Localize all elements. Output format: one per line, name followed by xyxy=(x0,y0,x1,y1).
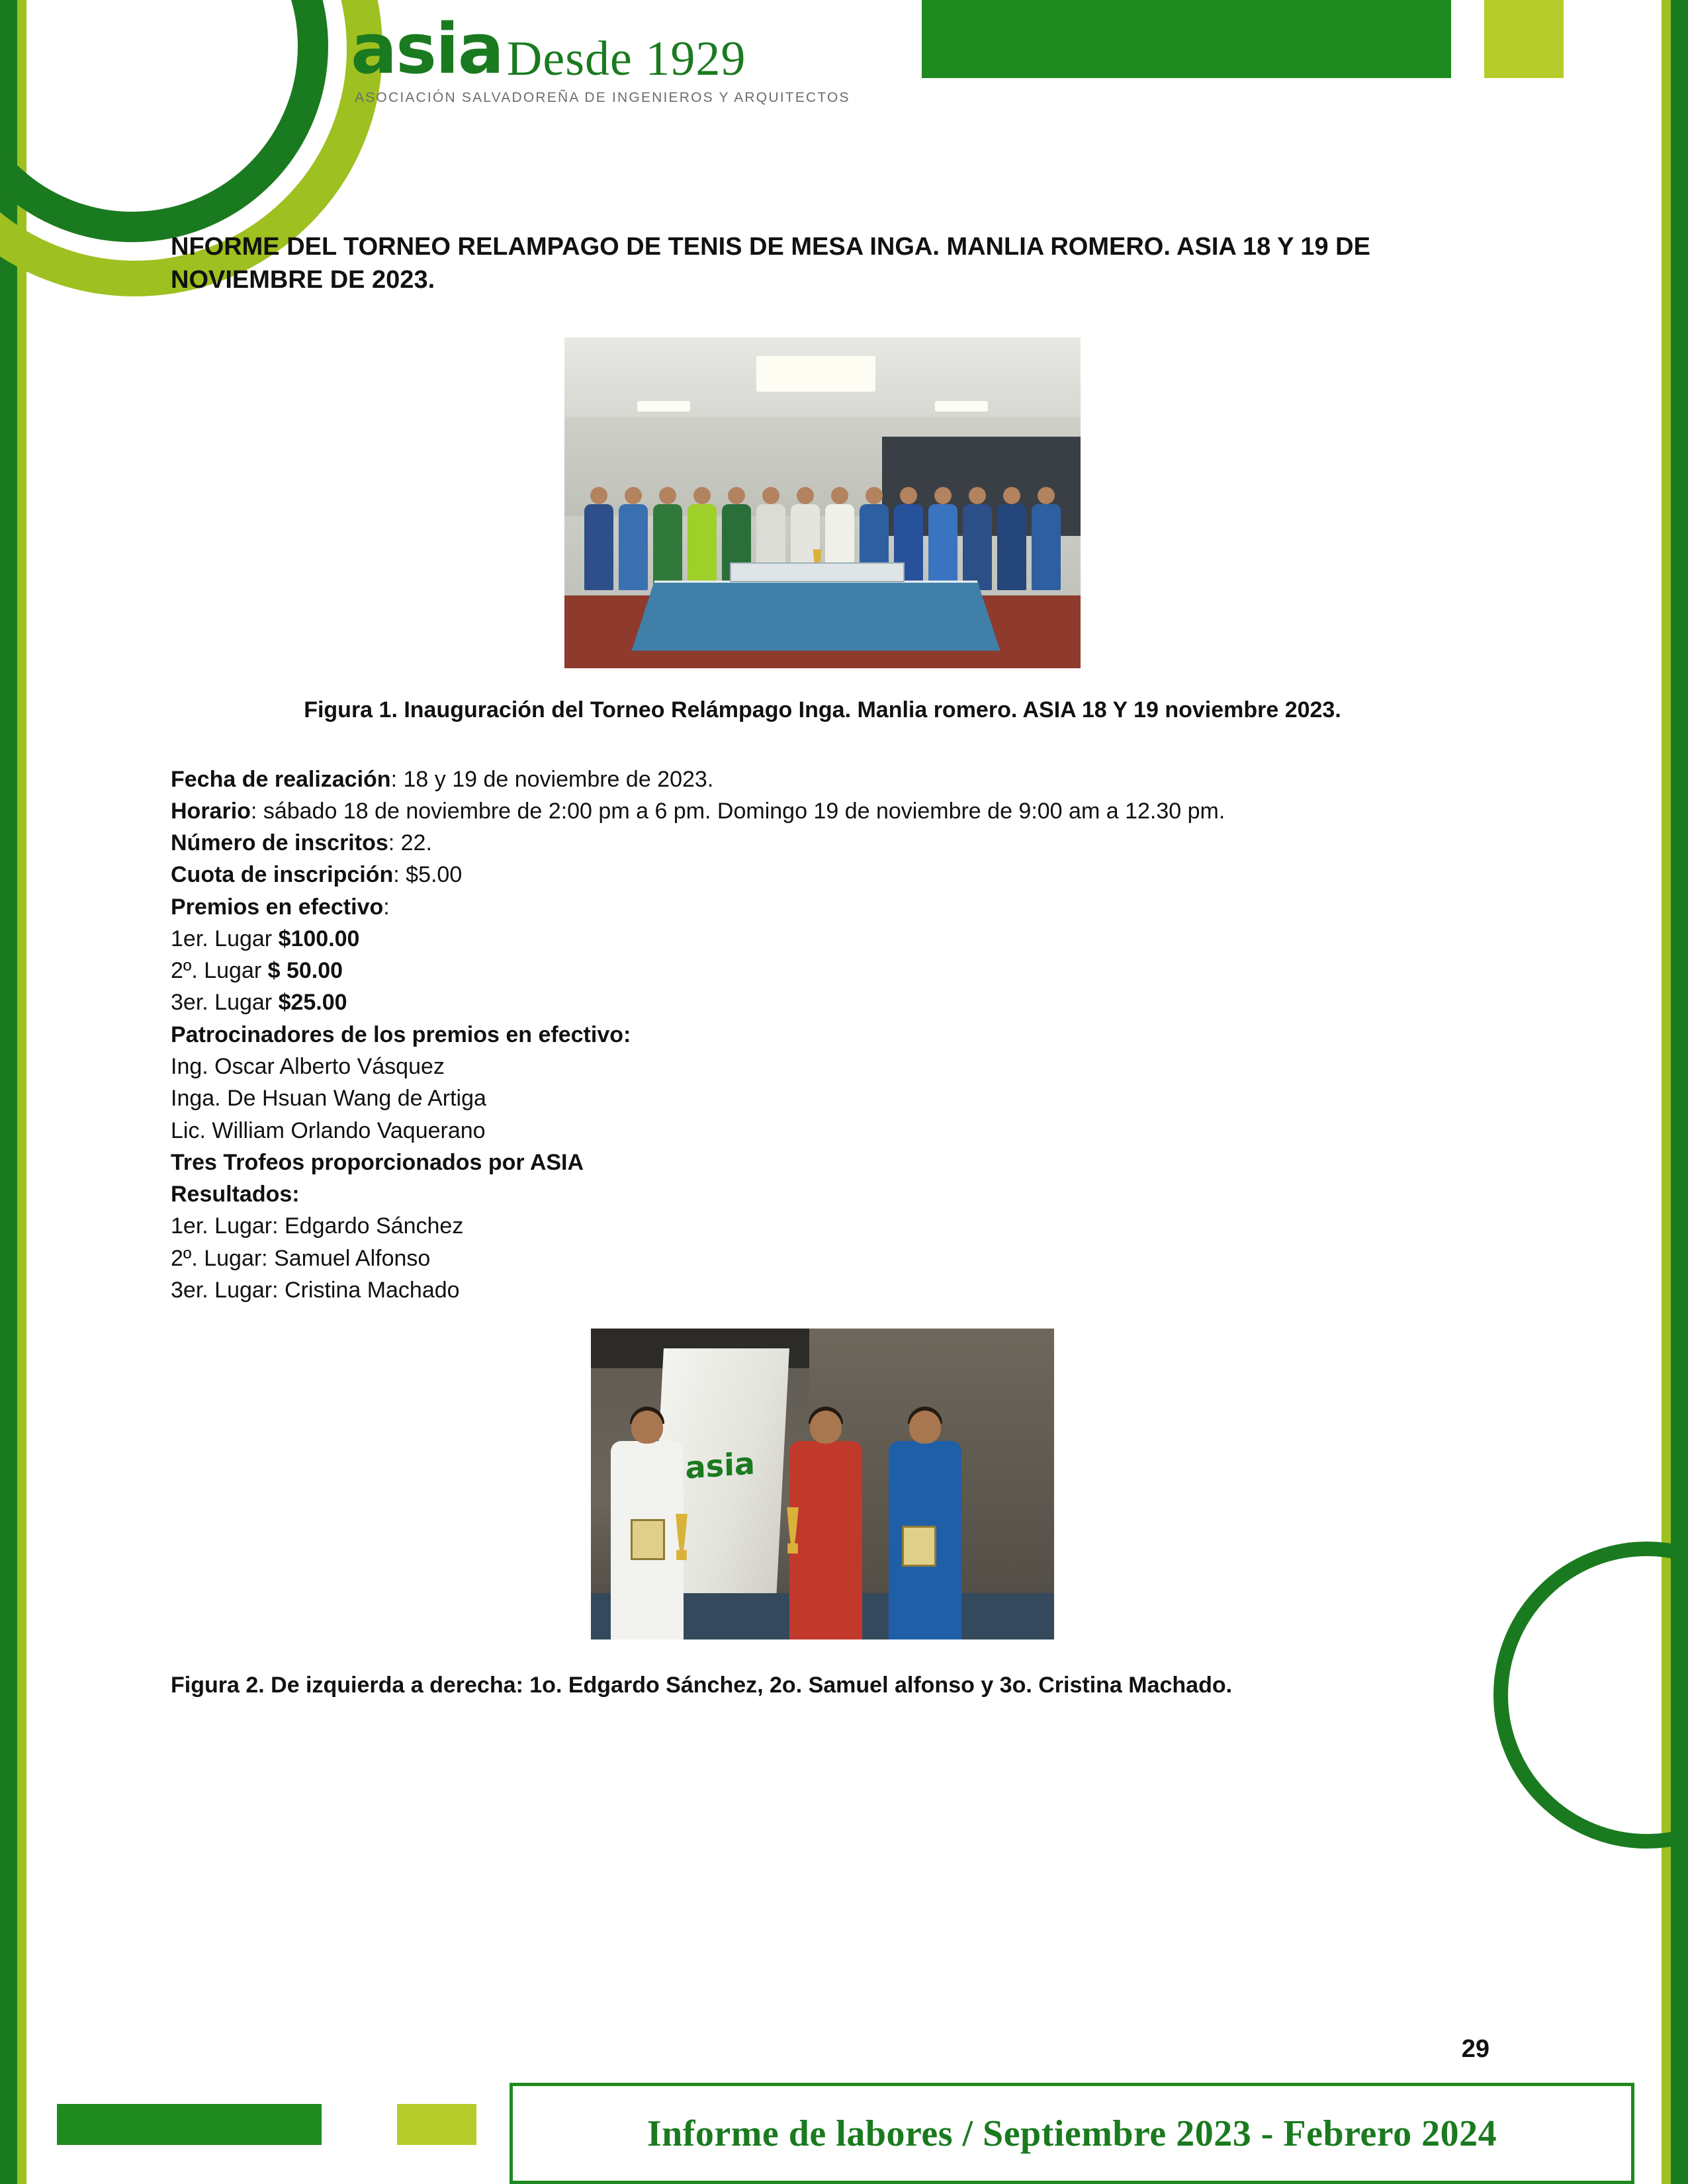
asia-logo xyxy=(351,9,893,120)
logo-subtitle: ASOCIACIÓN SALVADOREÑA DE INGENIEROS Y ARQUITECTOS xyxy=(355,90,850,105)
photo-ceiling-light xyxy=(935,401,988,412)
photo-table-net xyxy=(730,562,905,582)
sponsors-heading: Patrocinadores de los premios en efectivo: xyxy=(171,1022,631,1047)
banner-logo-text: asia xyxy=(685,1445,756,1486)
page-border-left-outer xyxy=(0,0,17,2184)
header-bar-green xyxy=(922,0,1451,78)
result-item: 3er. Lugar: Cristina Machado xyxy=(171,1277,460,1303)
figure-1-caption: Figura 1. Inauguración del Torneo Relámpago Inga. Manlia romero. ASIA 18 Y 19 noviembre 2023. xyxy=(304,697,1341,723)
prize-place: 1er. Lugar xyxy=(171,926,279,951)
photo-ceiling-light xyxy=(637,401,690,412)
detail-value: : sábado 18 de noviembre de 2:00 pm a 6 pm. Domingo 19 de noviembre de 9:00 am a 12.30 pm. xyxy=(250,798,1225,824)
detail-label: Cuota de inscripción xyxy=(171,862,394,888)
footer-block-green xyxy=(57,2104,322,2145)
prize-place: 2º. Lugar xyxy=(171,958,268,984)
photo-person xyxy=(653,504,682,590)
page-number: 29 xyxy=(1461,2035,1489,2063)
figure-2-block xyxy=(171,1329,1474,1643)
detail-label: Número de inscritos xyxy=(171,830,388,856)
figure-2-photo xyxy=(591,1329,1054,1639)
page-border-right-outer xyxy=(1671,0,1688,2184)
detail-label: Fecha de realización xyxy=(171,766,391,792)
figure-1-photo xyxy=(564,337,1081,668)
sponsor-item: Ing. Oscar Alberto Vásquez xyxy=(171,1053,445,1079)
photo-person xyxy=(584,504,613,590)
result-item: 1er. Lugar: Edgardo Sánchez xyxy=(171,1213,464,1239)
detail-value: : xyxy=(383,894,390,920)
page-border-right-inner xyxy=(1662,0,1671,2184)
results-heading: Resultados: xyxy=(171,1182,300,1207)
photo-person xyxy=(1032,504,1061,590)
detail-line xyxy=(171,891,1474,923)
sponsor-item: Inga. De Hsuan Wang de Artiga xyxy=(171,1086,486,1112)
footer-text: Informe de labores / Septiembre 2023 - Febrero 2024 xyxy=(646,2113,1497,2154)
prize-amount: $25.00 xyxy=(278,990,347,1016)
page-border-left-inner xyxy=(17,0,26,2184)
photo-ceiling-light xyxy=(756,356,875,392)
prize-line xyxy=(171,955,1474,986)
prize-line xyxy=(171,986,1474,1018)
header-bar-lime xyxy=(1484,0,1564,78)
page-title: NFORME DEL TORNEO RELAMPAGO DE TENIS DE MESA INGA. MANLIA ROMERO. ASIA 18 Y 19 DE NOVIEMBRE DE 2023. xyxy=(171,233,1370,294)
prize-place: 3er. Lugar xyxy=(171,990,279,1016)
photo-person xyxy=(688,504,717,590)
photo-winner-second xyxy=(789,1441,862,1639)
award-plaque-icon xyxy=(902,1526,936,1567)
detail-line xyxy=(171,764,1474,795)
detail-label: Premios en efectivo xyxy=(171,894,384,920)
detail-line xyxy=(171,859,1474,891)
footer-banner xyxy=(510,2083,1634,2184)
prize-line xyxy=(171,923,1474,955)
detail-value: : 22. xyxy=(388,830,432,856)
award-plaque-icon xyxy=(631,1519,665,1560)
result-item: 2º. Lugar: Samuel Alfonso xyxy=(171,1245,431,1271)
detail-label: Horario xyxy=(171,798,251,824)
sponsor-item: Lic. William Orlando Vaquerano xyxy=(171,1117,486,1143)
detail-line xyxy=(171,827,1474,859)
document-body xyxy=(171,230,1474,1701)
logo-since-text: Desde 1929 xyxy=(506,32,746,86)
prize-amount: $100.00 xyxy=(278,926,360,951)
detail-line xyxy=(171,795,1474,827)
decorative-arc-bottom-right xyxy=(1493,1542,1688,1849)
photo-person xyxy=(928,504,957,590)
prize-amount: $ 50.00 xyxy=(267,958,343,984)
photo-person xyxy=(997,504,1026,590)
report-details xyxy=(171,764,1474,1307)
trophies-line: Tres Trofeos proporcionados por ASIA xyxy=(171,1149,584,1175)
logo-wordmark: asia xyxy=(351,9,503,89)
photo-person xyxy=(963,504,992,590)
detail-value: : 18 y 19 de noviembre de 2023. xyxy=(390,766,714,792)
figure-1-block xyxy=(171,337,1474,726)
photo-person xyxy=(619,504,648,590)
figure-2-caption: Figura 2. De izquierda a derecha: 1o. Edgardo Sánchez, 2o. Samuel alfonso y 3o. Cristina Machado. xyxy=(171,1673,1233,1698)
detail-value: : $5.00 xyxy=(393,862,463,888)
footer-block-lime xyxy=(397,2104,476,2145)
photo-table-tennis-table xyxy=(631,581,1000,651)
